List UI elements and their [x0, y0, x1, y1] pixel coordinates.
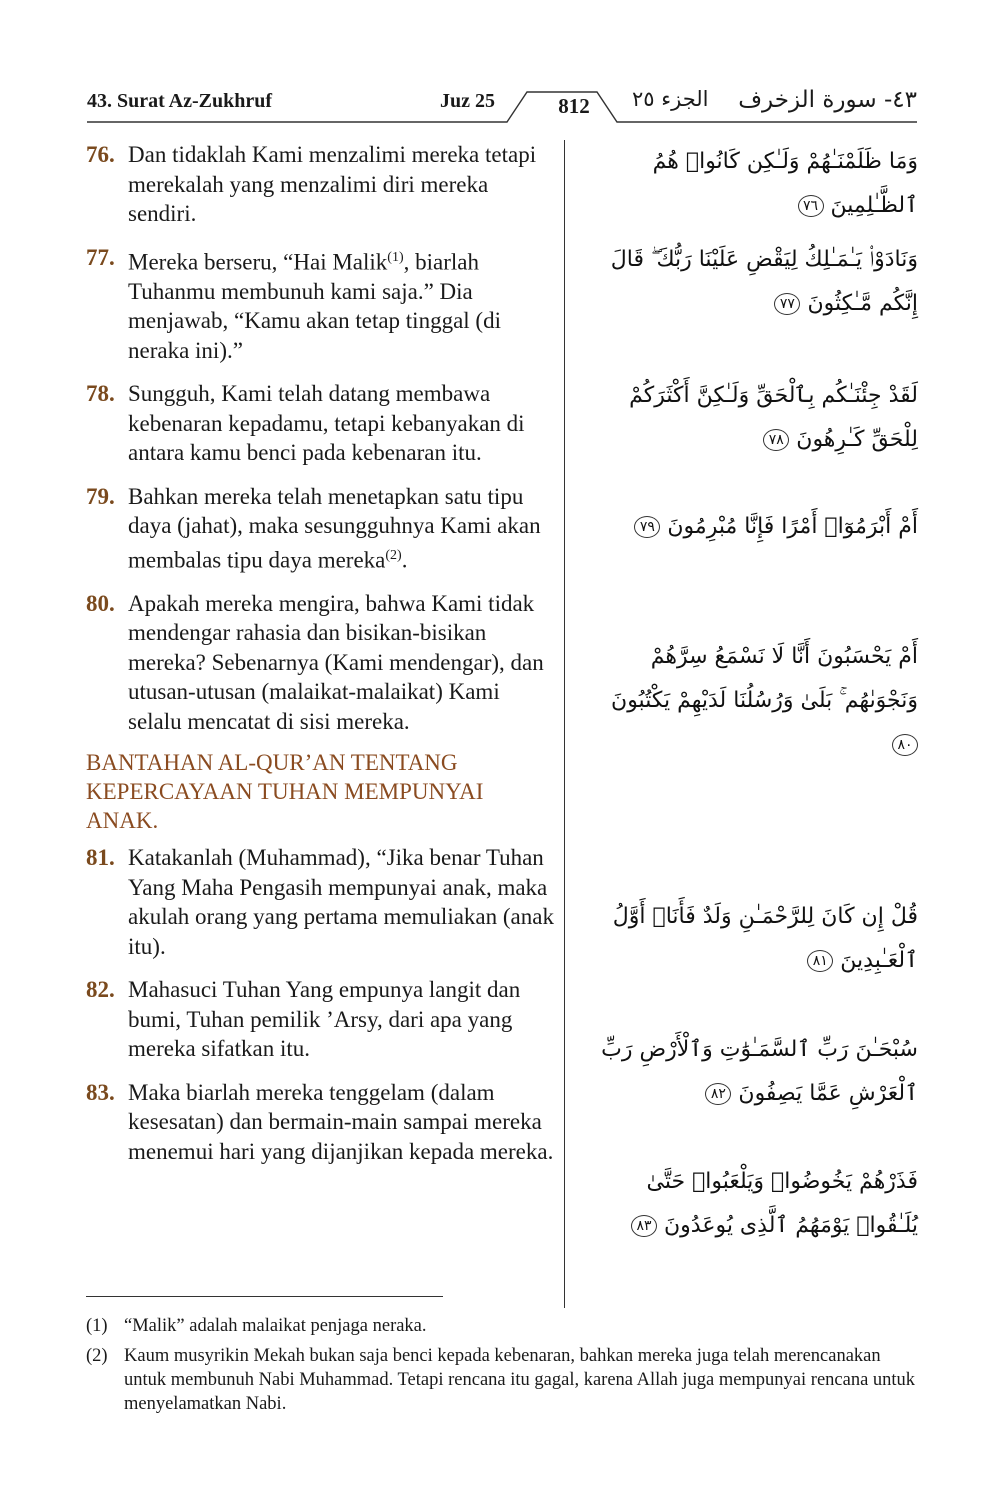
- surah-title-latin: 43. Surat Az-Zukhruf: [87, 90, 273, 112]
- arabic-verse-80: [600, 635, 918, 767]
- ayah-number-mark: ٧٨: [763, 429, 789, 451]
- arabic-text: فَذَرْهُمْ يَخُوضُوا۟ وَيَلْعَبُوا۟ حَتَّىٰ يُلَـٰقُوا۟ يَوْمَهُمُ ٱلَّذِى يُوعَدُونَ: [646, 1169, 918, 1238]
- footnote-text: “Malik” adalah malaikat penjaga neraka.: [124, 1316, 427, 1336]
- verse-83: [86, 1078, 556, 1167]
- footnote-ref: (2): [385, 547, 402, 563]
- verse-number: 79.: [86, 483, 115, 509]
- surah-title-arabic: ٤٣- سورة الزخرف: [738, 87, 917, 113]
- ayah-number-mark: ٧٦: [798, 195, 824, 217]
- page-header: [87, 84, 917, 124]
- verse-number: 82.: [86, 977, 115, 1003]
- verse-text: Maka biarlah mereka tenggelam (dalam kesesatan) dan bermain-main sampai mereka menemui hari yang dijanjikan kepada mereka.: [128, 1079, 554, 1164]
- verse-text-part: Bahkan mereka telah menetapkan satu tipu daya (jahat), maka sesungguhnya Kami akan membalas tipu daya mereka: [128, 483, 541, 573]
- arabic-verse-78: [600, 374, 918, 462]
- arabic-verse-76: [600, 140, 918, 228]
- ayah-number-mark: ٧٧: [774, 293, 800, 315]
- arabic-text: أَمْ أَبْرَمُوٓا۟ أَمْرًا فَإِنَّا مُبْرِمُونَ: [667, 514, 918, 539]
- verse-text: Katakanlah (Muhammad), “Jika benar Tuhan Yang Maha Pengasih mempunyai anak, maka akulah orang yang pertama memuliakan (anak itu).: [128, 845, 554, 959]
- arabic-text: وَنَادَوْا۟ يَـٰمَـٰلِكُ لِيَقْضِ عَلَيْنَا رَبُّكَ ۖ قَالَ إِنَّكُم مَّـٰكِثُونَ: [610, 247, 918, 316]
- verse-80: [86, 589, 556, 737]
- ayah-number-mark: ٧٩: [634, 516, 660, 538]
- footnote-number: (1): [86, 1316, 108, 1336]
- verse-79: [86, 482, 556, 575]
- footnotes: [86, 1314, 916, 1422]
- arabic-text: قُلْ إِن كَانَ لِلرَّحْمَـٰنِ وَلَدٌ فَأَنَا۠ أَوَّلُ ٱلْعَـٰبِدِينَ: [612, 904, 918, 973]
- footnote-ref: (1): [387, 249, 404, 265]
- verse-77: [86, 243, 556, 366]
- verse-number: 76.: [86, 142, 115, 167]
- verse-81: [86, 843, 556, 961]
- verse-text: Sungguh, Kami telah datang membawa kebenaran kepadamu, tetapi kebanyakan di antara kamu benci pada kebenaran itu.: [128, 381, 525, 466]
- section-title: BANTAHAN AL-QUR’AN TENTANG KEPERCAYAAN TUHAN MEMPUNYAI ANAK.: [86, 750, 484, 834]
- verse-number: 83.: [86, 1079, 115, 1105]
- verse-number: 80.: [86, 590, 115, 616]
- verse-text-part: .: [401, 547, 408, 573]
- ayah-number-mark: ٨٣: [631, 1215, 657, 1237]
- ayah-number-mark: ٨٠: [892, 734, 918, 756]
- ayah-number-mark: ٨٢: [705, 1083, 731, 1105]
- verse-text: Mahasuci Tuhan Yang empunya langit dan bumi, Tuhan pemilik ’Arsy, dari apa yang mereka sifatkan itu.: [128, 977, 521, 1062]
- verse-78: [86, 379, 556, 468]
- verse-text: [128, 482, 556, 575]
- ayah-number-mark: ٨١: [807, 950, 833, 972]
- arabic-verse-81: [600, 895, 918, 983]
- juz-label: Juz 25: [440, 90, 495, 112]
- arabic-text: أَمْ يَحْسَبُونَ أَنَّا لَا نَسْمَعُ سِرَّهُمْ وَنَجْوَىٰهُم ۚ بَلَىٰ وَرُسُلُنَا لَدَيْهِمْ يَكْتُبُونَ: [611, 644, 918, 713]
- arabic-text: لَقَدْ جِئْنَـٰكُم بِٱلْحَقِّ وَلَـٰكِنَّ أَكْثَرَكُمْ لِلْحَقِّ كَـٰرِهُونَ: [629, 383, 918, 452]
- verse-text: Apakah mereka mengira, bahwa Kami tidak mendengar rahasia dan bisikan-bisikan mereka? Sebenarnya (Kami mendengar), dan utusan-utusan (malaikat-malaikat) Kami selalu mencatat di sisi mereka.: [128, 590, 544, 734]
- verse-number: 77.: [86, 244, 115, 270]
- translation-column: [86, 140, 556, 1180]
- footnote-divider: [86, 1296, 443, 1297]
- verse-text: [128, 243, 556, 366]
- verse-number: 81.: [86, 845, 115, 871]
- arabic-verse-79: [600, 505, 918, 549]
- verse-76: [86, 140, 556, 229]
- verse-82: [86, 975, 556, 1064]
- arabic-text: وَمَا ظَلَمْنَـٰهُمْ وَلَـٰكِن كَانُوا۟ هُمُ ٱلظَّـٰلِمِينَ: [652, 149, 918, 218]
- arabic-text: سُبْحَـٰنَ رَبِّ ٱلسَّمَـٰوَٰتِ وَٱلْأَرْضِ رَبِّ ٱلْعَرْشِ عَمَّا يَصِفُونَ: [601, 1037, 918, 1106]
- verse-text-part: , biarlah Tuhanmu membunuh kami saja.” Dia menjawab, “Kamu akan tetap tinggal (di neraka ini).”: [128, 249, 501, 363]
- arabic-verse-77: [600, 238, 918, 326]
- verse-text: Dan tidaklah Kami menzalimi mereka tetapi merekalah yang menzalimi diri mereka sendiri.: [128, 142, 537, 226]
- page-number: 812: [558, 94, 590, 118]
- footnote-2: [86, 1344, 916, 1416]
- arabic-verse-82: [600, 1028, 918, 1116]
- arabic-verse-83: [600, 1160, 918, 1248]
- footnote-text: Kaum musyrikin Mekah bukan saja benci kepada kebenaran, bahkan mereka juga telah merencanakan untuk membunuh Nabi Muhammad. Tetapi rencana itu gagal, karena Allah juga mempunyai rencana untuk menyelamatkan Nabi.: [124, 1346, 916, 1414]
- juz-label-arabic: الجزء ٢٥: [632, 87, 709, 111]
- column-divider: [564, 140, 565, 1308]
- verse-number: 78.: [86, 381, 115, 407]
- footnote-number: (2): [86, 1346, 108, 1366]
- verse-text-part: Mereka berseru, “Hai Malik: [128, 249, 388, 275]
- footnote-1: [86, 1314, 916, 1338]
